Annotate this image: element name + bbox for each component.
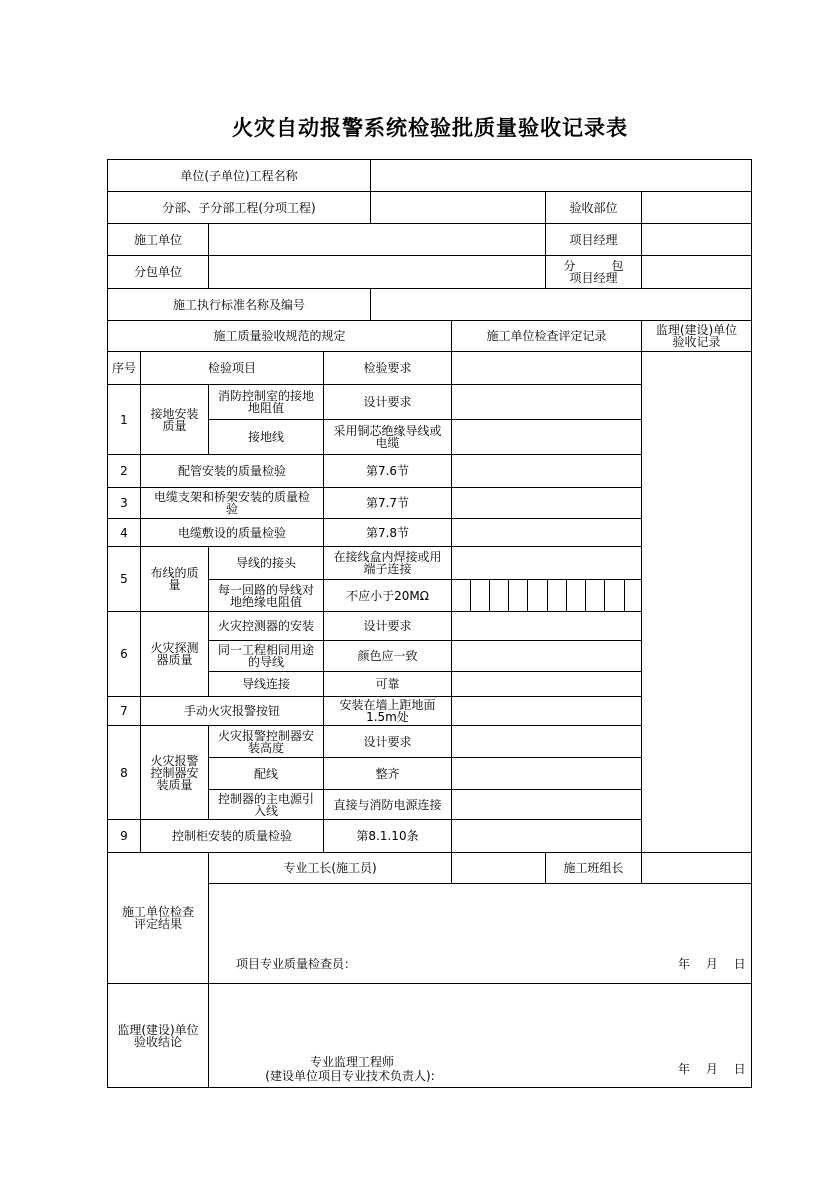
acceptance-part-field[interactable]: [641, 191, 752, 224]
item-requirement-text: 采用铜芯绝缘导线或 电缆: [333, 424, 442, 450]
item-group-text: 火灾探测 器质量: [150, 641, 199, 667]
item-record-field[interactable]: [451, 454, 642, 488]
subcontractor-label: [107, 255, 209, 289]
team-leader-label: [545, 852, 642, 884]
sub-project-field[interactable]: [370, 191, 546, 224]
foreman-label: [208, 852, 452, 884]
col-item-header: [140, 351, 324, 385]
item-requirement: [323, 384, 452, 420]
item-requirement: [323, 696, 452, 726]
regulation-header: [107, 320, 452, 352]
col-item-header-text: 检验项目: [207, 361, 256, 375]
item-record-field[interactable]: [451, 518, 642, 547]
standard-field[interactable]: [370, 288, 752, 321]
item-record-field[interactable]: [451, 384, 642, 420]
item-requirement-text: 直接与消防电源连接: [333, 797, 442, 812]
project-manager-label-text: 项目经理: [569, 232, 618, 247]
item-no: [107, 696, 141, 726]
item-name: [208, 725, 324, 758]
item-requirement: [323, 454, 452, 488]
contractor-result-label-text: 施工单位检查 评定结果: [121, 905, 194, 931]
col-requirement-header: [323, 351, 452, 385]
supervisor-record-header: [641, 320, 752, 352]
item-group-text: 火灾报警 控制器安 装质量: [150, 753, 199, 792]
item-no-text: 7: [120, 704, 128, 718]
team-leader-field[interactable]: [641, 852, 752, 884]
item-record-field[interactable]: [451, 611, 642, 641]
item-requirement: [323, 419, 452, 455]
item-no: [107, 518, 141, 547]
item-no: [107, 384, 141, 455]
measurement-box-divider: [489, 580, 490, 612]
item-requirement: [323, 819, 452, 853]
supervisor-engineer-label: 专业监理工程师: [309, 1055, 395, 1069]
item-name-text: 控制器的主电源引 入线: [217, 791, 314, 818]
item-record-field[interactable]: [451, 757, 642, 790]
item-no: [107, 819, 141, 853]
item-no: [107, 611, 141, 697]
measurement-box-divider: [604, 580, 605, 612]
contractor-date-label: 年 月 日: [678, 957, 746, 971]
item-no-text: 9: [120, 829, 128, 843]
item-name: [140, 819, 324, 853]
item-no-text: 6: [120, 647, 128, 661]
item-requirement-text: 不应小于20MΩ: [346, 588, 429, 603]
item-requirement: [323, 579, 452, 612]
project-name-label-text: 单位(子单位)工程名称: [180, 168, 298, 183]
supervisor-conclusion-label: [107, 983, 209, 1088]
team-leader-label-text: 施工班组长: [563, 861, 624, 875]
sub-project-manager-label: [545, 255, 642, 289]
item-name: [140, 696, 324, 726]
item-group-text: 接地安装 质量: [150, 406, 199, 433]
item-requirement-text: 设计要求: [363, 734, 412, 749]
item-requirement: [323, 757, 452, 790]
item-name: [208, 579, 324, 612]
measurement-box-divider: [527, 580, 528, 612]
item-name-text: 控制柜安装的质量检验: [171, 829, 292, 843]
project-manager-label: [545, 223, 642, 256]
item-name-text: 导线的接头: [235, 556, 296, 570]
item-requirement-text: 在接线盒内焊接或用 端子连接: [333, 550, 442, 576]
item-name-text: 同一工程相同用途 的导线: [217, 643, 314, 669]
item-requirement-text: 颜色应一致: [357, 649, 418, 663]
item-no: [107, 487, 141, 519]
regulation-header-text: 施工质量验收规范的规定: [213, 329, 346, 343]
foreman-label-text: 专业工长(施工员): [283, 861, 377, 875]
item-no-text: 8: [120, 765, 128, 780]
supervisor-engineer-sub-label: (建设单位项目专业技术负责人):: [265, 1069, 435, 1083]
item-requirement: [323, 725, 452, 758]
item-requirement: [323, 671, 452, 697]
contractor-result-label: [107, 852, 209, 984]
measurement-box-divider: [585, 580, 586, 612]
item-record-field[interactable]: [451, 671, 642, 697]
item-no-text: 2: [120, 464, 128, 478]
project-name-field[interactable]: [370, 159, 752, 192]
item-group: [140, 546, 209, 612]
item-name: [208, 757, 324, 790]
item-no: [107, 725, 141, 820]
item-requirement: [323, 611, 452, 641]
measurement-box-divider: [566, 580, 567, 612]
item-name: [140, 518, 324, 547]
item-record-field[interactable]: [451, 789, 642, 820]
item-name-text: 消防控制室的接地 地阻值: [217, 389, 314, 415]
supervisor-conclusion-label-text: 监理(建设)单位 验收结论: [117, 1022, 199, 1049]
item-group: [140, 611, 209, 697]
contractor-record-header-text: 施工单位检查评定记录: [486, 329, 607, 343]
item-name: [140, 487, 324, 519]
item-record-field[interactable]: [451, 419, 642, 455]
measurement-box-divider: [547, 580, 548, 612]
item-no: [107, 546, 141, 612]
item-requirement-text: 安装在墙上距地面 1.5m处: [339, 698, 436, 724]
item-group: [140, 725, 209, 820]
form-title: 火灾自动报警系统检验批质量验收记录表: [232, 116, 628, 140]
sub-project-label: [107, 191, 371, 224]
item-requirement-text: 第7.7节: [365, 496, 410, 510]
sub-project-manager-label-text: 分 包 项目经理: [563, 259, 624, 285]
supervisor-record-header-text: 监理(建设)单位 验收记录: [655, 323, 738, 349]
item-name: [208, 384, 324, 420]
sub-project-manager-field[interactable]: [641, 255, 752, 289]
item-requirement-text: 整齐: [375, 766, 400, 781]
contractor-label-text: 施工单位: [133, 232, 182, 247]
contractor-label: [107, 223, 209, 256]
item-no-text: 3: [120, 496, 128, 510]
item-requirement-text: 第7.8节: [365, 525, 410, 540]
item-name-text: 配线: [253, 766, 278, 781]
item-name: [208, 546, 324, 580]
item-name-text: 每一回路的导线对 地绝缘电阻值: [217, 582, 314, 609]
item-no-text: 1: [120, 412, 128, 427]
item-requirement: [323, 546, 452, 580]
project-name-label: [107, 159, 371, 192]
contractor-field[interactable]: [208, 223, 546, 256]
item-no-text: 4: [120, 525, 128, 540]
item-requirement: [323, 640, 452, 672]
item-no-text: 5: [120, 572, 128, 586]
measurement-box-divider: [470, 580, 471, 612]
item-requirement-text: 第7.6节: [365, 464, 410, 478]
standard-label-text: 施工执行标准名称及编号: [172, 297, 305, 312]
item-requirement-text: 可靠: [375, 677, 400, 691]
measurement-box-divider: [624, 580, 625, 612]
supervisor-record-field[interactable]: [641, 351, 752, 853]
item-name: [208, 671, 324, 697]
item-name-text: 电缆敷设的质量检验: [177, 525, 286, 540]
item-name: [208, 611, 324, 641]
project-manager-field[interactable]: [641, 223, 752, 256]
item-name-text: 导线连接: [241, 677, 290, 691]
col-no-header-text: 序号: [111, 361, 136, 375]
col-no-header: [107, 351, 141, 385]
item-record-field[interactable]: [451, 819, 642, 853]
inspector-label: 项目专业质量检查员：: [236, 957, 357, 971]
item-record-field[interactable]: [451, 696, 642, 726]
contractor-record-header: [451, 320, 642, 352]
item-name: [208, 640, 324, 672]
item-name-text: 接地线: [247, 430, 284, 444]
item-name: [140, 454, 324, 488]
item-name: [208, 419, 324, 455]
subcontractor-label-text: 分包单位: [133, 265, 182, 279]
foreman-field[interactable]: [451, 852, 546, 884]
item-name-text: 配管安装的质量检验: [177, 464, 286, 478]
item-record-field[interactable]: [451, 640, 642, 672]
item-requirement-text: 设计要求: [363, 619, 412, 633]
item-name-text: 电缆支架和桥架安装的质量检 验: [153, 490, 310, 516]
item-name-text: 手动火灾报警按钮: [183, 704, 280, 718]
item-name-text: 火灾报警控制器安 装高度: [217, 728, 314, 755]
item-requirement: [323, 789, 452, 820]
item-group-text: 布线的质 量: [150, 566, 199, 592]
item-requirement-text: 第8.1.10条: [356, 829, 419, 843]
item-no: [107, 454, 141, 488]
item-record-field[interactable]: [451, 487, 642, 519]
acceptance-part-label-text: 验收部位: [569, 200, 618, 215]
col-requirement-header-text: 检验要求: [363, 361, 412, 375]
contractor-record-cell[interactable]: [451, 351, 642, 385]
sub-project-label-text: 分部、子分部工程(分项工程): [162, 200, 316, 215]
item-record-field[interactable]: [451, 546, 642, 580]
item-requirement: [323, 518, 452, 547]
item-requirement: [323, 487, 452, 519]
item-requirement-text: 设计要求: [363, 395, 412, 409]
item-record-field[interactable]: [451, 725, 642, 758]
measurement-box-divider: [508, 580, 509, 612]
subcontractor-field[interactable]: [208, 255, 546, 289]
acceptance-part-label: [545, 191, 642, 224]
standard-label: [107, 288, 371, 321]
item-name-text: 火灾控测器的安装: [217, 619, 314, 633]
item-name: [208, 789, 324, 820]
item-group: [140, 384, 209, 455]
supervisor-date-label: 年 月 日: [678, 1062, 746, 1076]
